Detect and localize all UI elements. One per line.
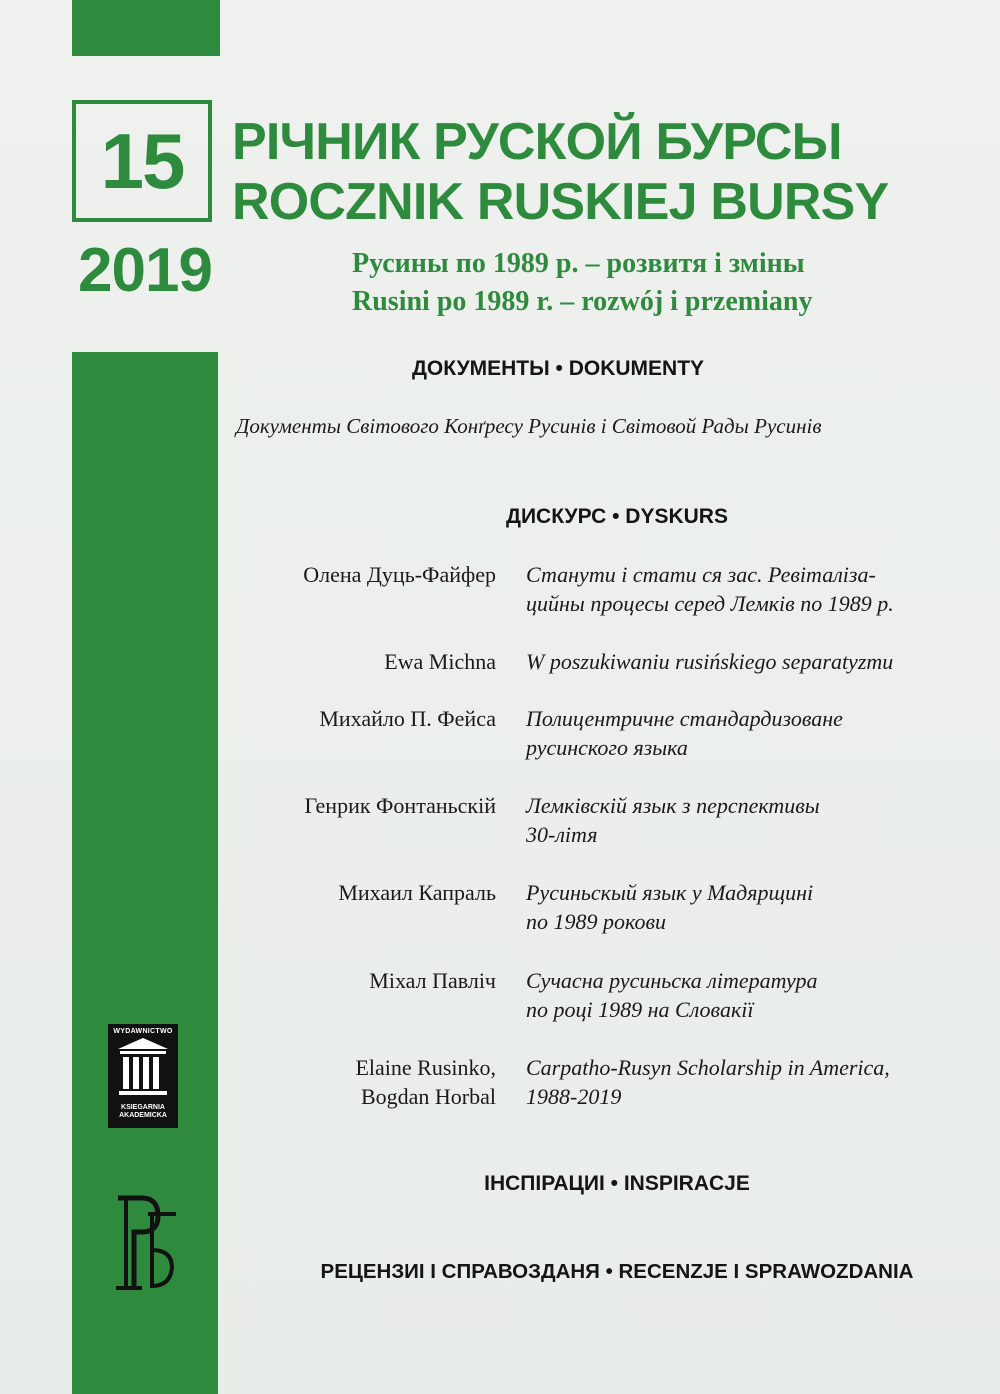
- journal-title-rusyn: РІЧНИК РУСКОЙ БУРСЫ: [232, 113, 842, 171]
- journal-title-polish: ROCZNIK RUSKIEJ BURSY: [232, 173, 889, 231]
- article-author: Ewa Michna: [384, 649, 496, 674]
- article-title: W poszukiwaniu rusińskiego separatyzmu: [526, 649, 894, 674]
- rb-monogram-logo: [112, 1192, 182, 1292]
- article-title: Русиньскый язык у Мадярщині по 1989 рокови: [526, 880, 814, 934]
- issue-year: 2019: [78, 236, 212, 305]
- article-title: Лемківскій язык з перспективы 30-літя: [526, 793, 820, 847]
- article-author: Elaine Rusinko, Bogdan Horbal: [355, 1055, 496, 1109]
- article-title: Сучасна русиньска література по році 1989 на Словакії: [526, 968, 818, 1022]
- article-author: Міхал Павліч: [369, 968, 496, 993]
- green-bar-top: [72, 0, 220, 56]
- article-author: Олена Дуць-Файфер: [303, 562, 496, 587]
- article-title: Полицентричне стандардизоване русинского языка: [526, 706, 843, 760]
- publisher-logo: WYDAWNICTWO KSIEGARNIA AKADEMICKA: [108, 1024, 178, 1128]
- article-author: Михаил Капраль: [338, 880, 496, 905]
- subtitle-polish: Rusini po 1989 r. – rozwój i przemiany: [352, 286, 813, 317]
- documents-item: Документы Світового Конґресу Русинів і Світовой Рады Русинів: [236, 414, 822, 438]
- subtitle-rusyn: Русины по 1989 р. – розвитя і зміны: [352, 248, 805, 279]
- article-author: Генрик Фонтаньскій: [304, 793, 496, 818]
- section-reviews-heading: РЕЦЕНЗИІ І СПРАВОЗДАНЯ • RECENZJE I SPRAWOZDANIA: [320, 1260, 914, 1283]
- article-title: Carpatho-Rusyn Scholarship in America, 1988-2019: [526, 1055, 890, 1109]
- section-inspirations-heading: ІНСПІРАЦИІ • INSPIRACJE: [484, 1172, 750, 1195]
- library-building-icon: [114, 1035, 172, 1097]
- article-author: Михайло П. Фейса: [319, 706, 496, 731]
- issue-number: 15: [72, 100, 212, 222]
- section-discourse-heading: ДИСКУРС • DYSKURS: [506, 505, 728, 528]
- article-title: Станути і стати ся зас. Ревіталіза- цийны процесы серед Лемків по 1989 р.: [526, 562, 894, 616]
- section-documents-heading: ДОКУМЕНТЫ • DOKUMENTY: [411, 357, 705, 380]
